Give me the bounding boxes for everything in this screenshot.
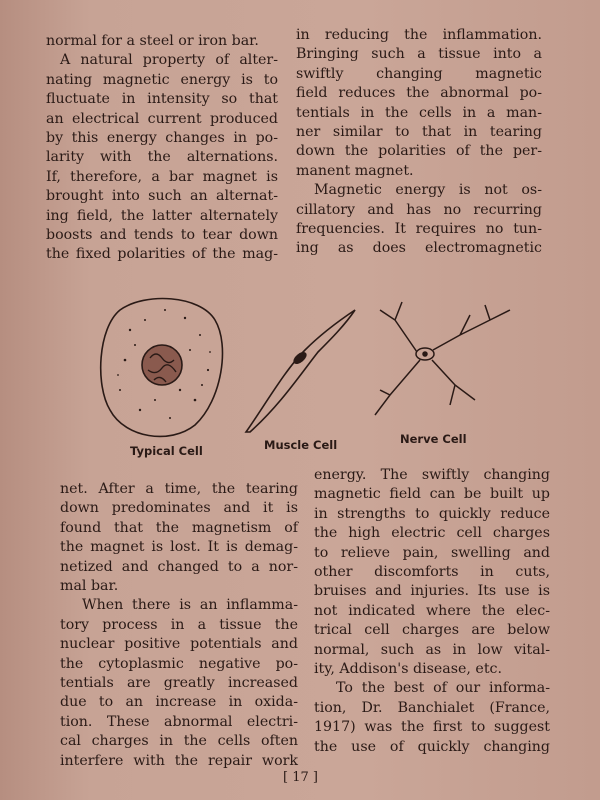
text-line: netized and changed to a nor- [60, 558, 298, 575]
text-line: energy. The swiftly changing [314, 467, 550, 483]
text-line: in reducing the inflammation. [296, 27, 542, 43]
text-column-bottom-right [314, 466, 550, 757]
typical-cell-caption: Typical Cell [130, 444, 203, 458]
text-line: an electrical current produced [46, 110, 278, 127]
muscle-cell-drawing [246, 310, 355, 432]
text-line: To the best of our informa- [336, 680, 550, 697]
text-line: normal for a steel or iron bar. [46, 33, 259, 49]
text-line: Magnetic energy is not os- [314, 182, 542, 199]
muscle-cell-caption: Muscle Cell [264, 438, 338, 452]
text-line: frequencies. It requires no tun- [296, 221, 542, 238]
text-line: ing field, the latter alternately [46, 207, 278, 224]
text-column-top-right [296, 26, 542, 259]
text-line: tory process in a tissue the [60, 616, 298, 633]
text-line: tion. These abnormal electri- [60, 713, 298, 730]
text-line: the use of quickly changing [314, 738, 550, 755]
text-line: field reduces the abnormal po- [296, 85, 542, 102]
cell-illustrations [90, 290, 560, 440]
text-line: trical cell charges are below [314, 622, 550, 639]
text-line: net. After a time, the tearing [60, 481, 298, 497]
text-line: down predominates and it is [60, 500, 298, 517]
text-line: larity with the alternations. [46, 149, 278, 166]
text-line: When there is an inflamma- [82, 597, 298, 614]
text-line: boosts and tends to tear down [46, 227, 278, 244]
text-line: down the polarities of the per- [296, 143, 542, 160]
text-line: the magnet is lost. It is demag- [60, 539, 298, 556]
text-line: manent magnet. [296, 162, 414, 179]
page-number: [ 17 ] [283, 770, 318, 785]
text-line: nuclear positive potentials and [60, 636, 298, 653]
text-line: found that the magnetism of [60, 519, 298, 536]
text-line: swiftly changing magnetic [296, 65, 542, 82]
text-line: normal, such as in low vital- [314, 641, 550, 658]
text-line: other discomforts in cuts, [314, 564, 550, 581]
text-line: tentials in the cells in a man- [296, 104, 542, 121]
text-line: ner similar to that in tearing [296, 124, 542, 141]
text-line: the high electric cell charges [314, 525, 550, 542]
text-line: ing as does electromagnetic [296, 240, 542, 257]
text-column-bottom-left [60, 480, 298, 771]
nerve-cell-caption: Nerve Cell [400, 432, 467, 446]
text-line: by this energy changes in po- [46, 130, 278, 147]
text-line: brought into such an alternat- [46, 188, 278, 205]
text-line: the fixed polarities of the mag- [46, 246, 278, 263]
text-line: to relieve pain, swelling and [314, 544, 550, 561]
text-line: not indicated where the elec- [314, 602, 550, 619]
text-line: bruises and injuries. Its use is [314, 583, 550, 600]
text-line: in strengths to quickly reduce [314, 505, 550, 522]
text-line: due to an increase in oxida- [60, 694, 298, 711]
text-line: cal charges in the cells often [60, 733, 298, 750]
typical-cell-drawing [101, 299, 223, 437]
text-line: A natural property of alter- [60, 52, 278, 69]
text-line: cillatory and has no recurring [296, 201, 542, 218]
nerve-cell-drawing [375, 302, 510, 415]
text-line: mal bar. [60, 578, 119, 595]
text-line: nating magnetic energy is to [46, 71, 278, 88]
text-line: magnetic field can be built up [314, 486, 550, 503]
text-line: Bringing such a tissue into a [296, 46, 542, 63]
text-line: If, therefore, a bar magnet is [46, 168, 278, 185]
text-line: 1917) was the first to suggest [314, 719, 550, 736]
text-line: ity, Addison's disease, etc. [314, 661, 502, 678]
text-line: fluctuate in intensity so that [46, 91, 278, 108]
text-line: tion, Dr. Banchialet (France, [314, 699, 550, 716]
text-line: the cytoplasmic negative po- [60, 655, 298, 672]
text-line: interfere with the repair work [60, 752, 298, 769]
text-line: tentials are greatly increased [60, 675, 298, 692]
text-column-top-left [46, 32, 278, 265]
